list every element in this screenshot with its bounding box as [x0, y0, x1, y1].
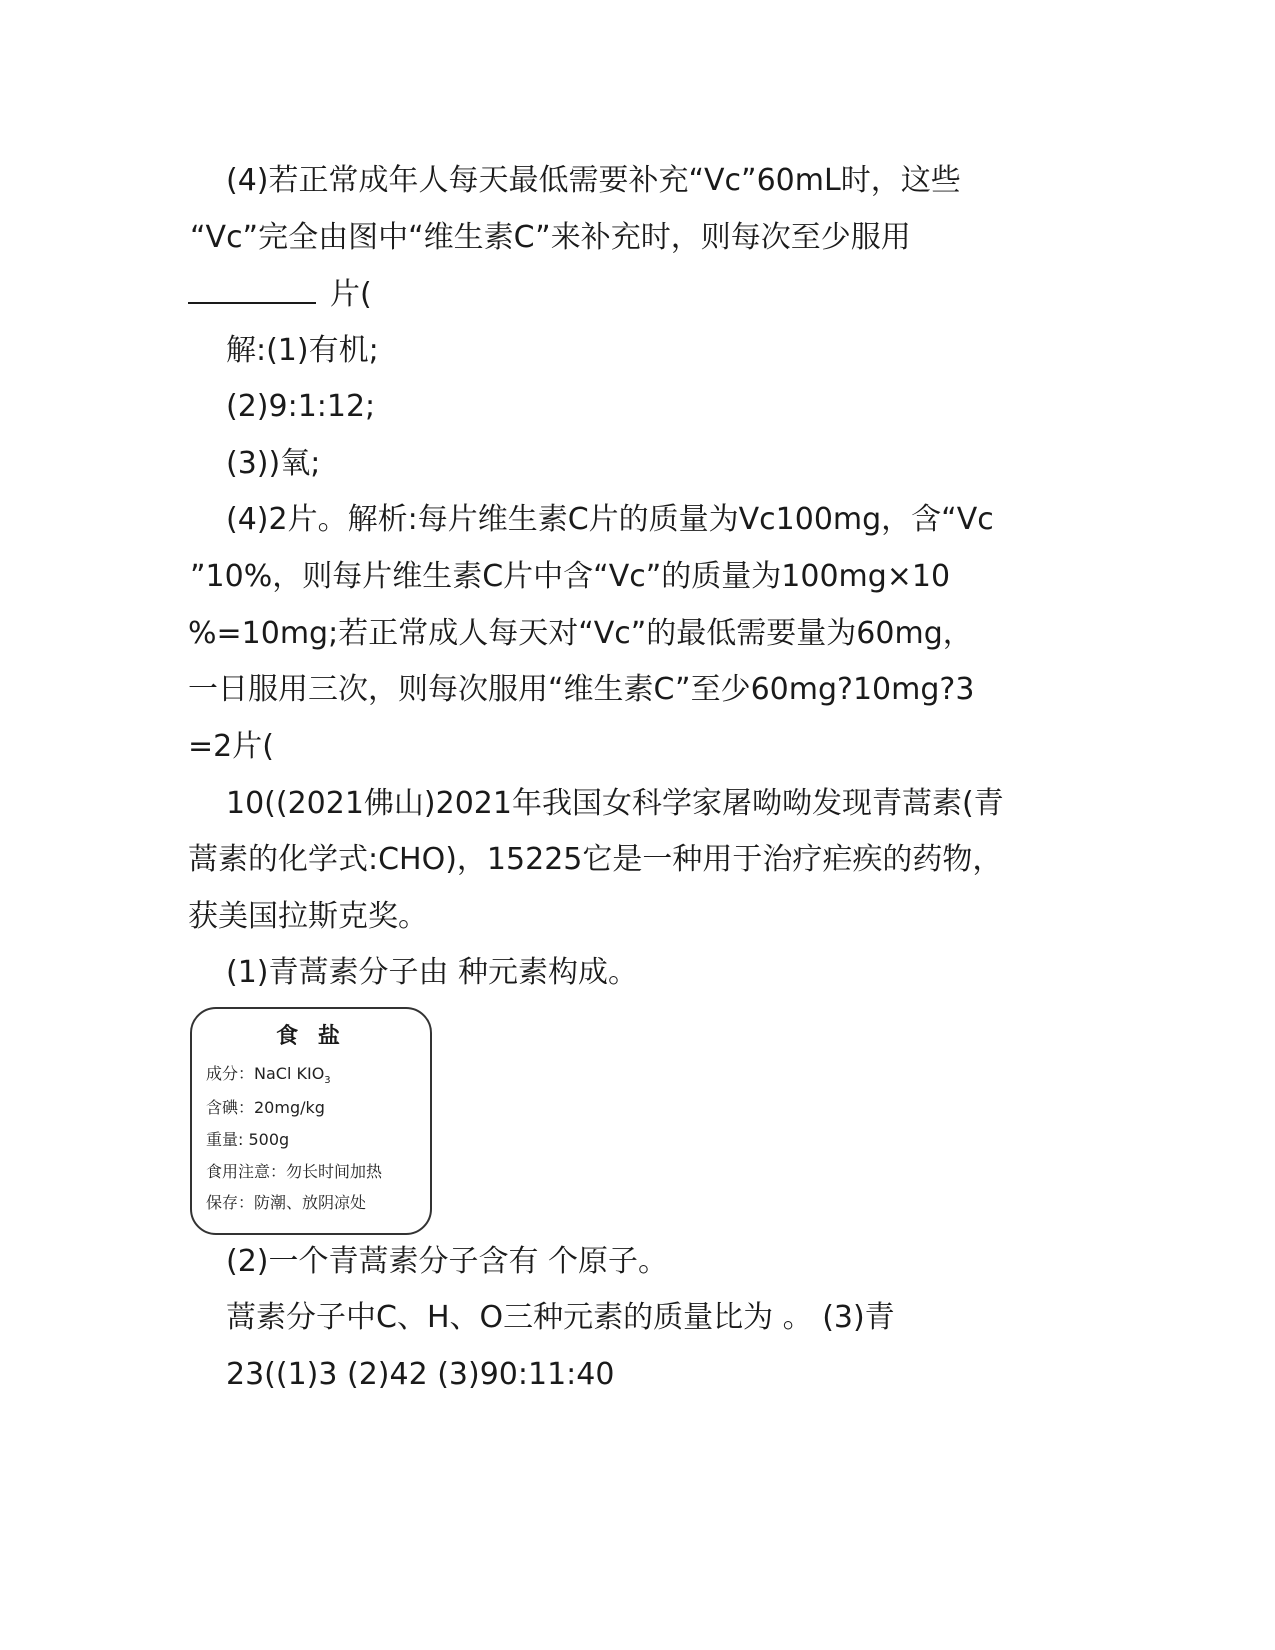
text-line: ”10%，则每片维生素C片中含“Vc”的质量为100mg×10 — [190, 559, 951, 594]
text-line: %=10mg;若正常成人每天对“Vc”的最低需要量为60mg， — [188, 616, 973, 651]
text-line: 解:(1)有机; — [226, 333, 379, 368]
text-line: (4)2片。解析:每片维生素C片的质量为Vc100mg，含“Vc — [226, 502, 994, 537]
text-line: =2片( — [188, 729, 274, 764]
text-span: 片( — [330, 277, 372, 312]
salt-label-note: 食用注意：勿长时间加热 — [206, 1162, 383, 1181]
text-line: 一日服用三次，则每次服用“维生素C”至少60mg?10mg?3 — [188, 672, 975, 707]
answer-blank — [188, 274, 316, 304]
salt-label-storage: 保存：防潮、放阴凉处 — [206, 1193, 367, 1212]
text-line: (1)青蒿素分子由 种元素构成。 — [226, 955, 639, 990]
text-line: (2)一个青蒿素分子含有 个原子。 — [226, 1244, 669, 1279]
salt-label-title: 食 盐 — [276, 1023, 346, 1049]
text-line: 蒿素分子中C、H、O三种元素的质量比为 。 (3)青 — [226, 1300, 895, 1335]
salt-label-weight: 重量: 500g — [206, 1130, 290, 1149]
salt-label-iodine: 含碘：20mg/kg — [206, 1098, 325, 1117]
text-line: 蒿素的化学式:CHO)，15225它是一种用于治疗疟疾的药物， — [188, 842, 1003, 877]
text-line: 23((1)3 (2)42 (3)90:11:40 — [226, 1357, 615, 1392]
text-line: (4)若正常成年人每天最低需要补充“Vc”60mL时，这些 — [226, 163, 961, 198]
salt-label-ingredients: 成分：NaCl $KIO_3$ — [206, 1064, 331, 1087]
text-line — [188, 274, 372, 315]
text-line: (3))氧; — [226, 446, 321, 481]
text-line: 获美国拉斯克奖。 — [188, 899, 428, 934]
salt-label-image — [190, 1007, 432, 1235]
text-line: “Vc”完全由图中“维生素C”来补充时，则每次至少服用 — [190, 220, 911, 255]
text-line: 10((2021佛山)2021年我国女科学家屠呦呦发现青蒿素(青 — [226, 786, 1004, 821]
text-line: (2)9:1:12; — [226, 389, 376, 424]
